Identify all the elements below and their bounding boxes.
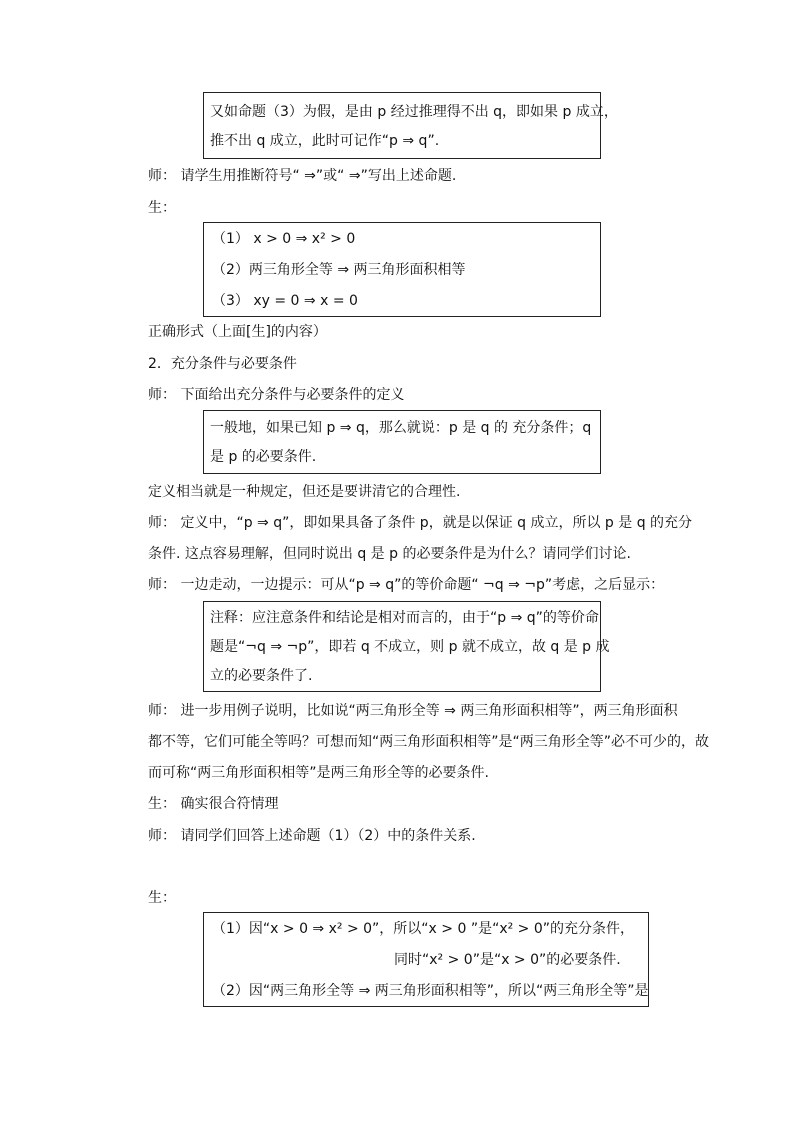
box4-line2: 题是“¬q ⇒ ¬p”，即若 q 不成立，则 p 就不成立，故 q 是 p 成 — [210, 639, 610, 655]
teacher-line-3a: 师： 定义中，“p ⇒ q”，即如果具备了条件 p，就是以保证 q 成立，所以 p 是 q 的充分 — [148, 515, 693, 531]
box5-line2: 同时“x² > 0”是“x > 0”的必要条件. — [394, 952, 621, 968]
teacher-line-4: 师： 一边走动，一边提示：可从“p ⇒ q”的等价命题“ ¬q ⇒ ¬p”考虑，之后显示： — [148, 577, 665, 593]
answer-box-conditions — [203, 912, 649, 1007]
student-line-2: 生： 确实很合符情理 — [148, 796, 279, 812]
box5-line3: （2）因“两三角形全等 ⇒ 两三角形面积相等”，所以“两三角形全等”是 — [212, 983, 649, 999]
teacher-line-6: 师： 请同学们回答上述命题（1）（2）中的条件关系. — [148, 828, 476, 844]
box2-line1: （1） x > 0 ⇒ x² > 0 — [212, 231, 356, 247]
teacher-line-1: 师： 请学生用推断符号“ ⇒”或“ ⇒”写出上述命题. — [148, 168, 457, 184]
paragraph-definition: 定义相当就是一种规定，但还是要讲清它的合理性. — [148, 484, 461, 500]
teacher-line-5b: 都不等，它们可能全等吗？可想而知“两三角形面积相等”是“两三角形全等”必不可少的，故 — [148, 734, 710, 750]
box2-line2: （2）两三角形全等 ⇒ 两三角形面积相等 — [212, 262, 466, 278]
answer-box-student — [203, 222, 601, 317]
note-box-proposition-3 — [203, 92, 618, 159]
annotation-box — [203, 601, 610, 692]
correct-form-line: 正确形式（上面[生]的内容） — [148, 324, 327, 340]
teacher-line-2: 师： 下面给出充分条件与必要条件的定义 — [148, 387, 405, 403]
teacher-line-3b: 条件. 这点容易理解，但同时说出 q 是 p 的必要条件是为什么？请同学们讨论. — [148, 546, 631, 562]
box3-line1: 一般地，如果已知 p ⇒ q，那么就说：p 是 q 的 充分条件；q — [210, 420, 592, 436]
definition-box — [203, 410, 601, 474]
teacher-line-5c: 而可称“两三角形面积相等”是两三角形全等的必要条件. — [148, 765, 489, 781]
teacher-line-5a: 师： 进一步用例子说明，比如说“两三角形全等 ⇒ 两三角形面积相等”，两三角形面积 — [148, 703, 678, 719]
box1-line1: 又如命题（3）为假，是由 p 经过推理得不出 q，即如果 p 成立， — [210, 104, 618, 120]
student-label-1: 生： — [148, 200, 176, 216]
box5-line1: （1）因“x > 0 ⇒ x² > 0”，所以“x > 0 ”是“x² > 0”的充分条件， — [212, 921, 635, 937]
section-heading-2: 2．充分条件与必要条件 — [148, 356, 297, 372]
box4-line3: 立的必要条件了. — [210, 668, 313, 684]
box4-line1: 注释：应注意条件和结论是相对而言的，由于“p ⇒ q”的等价命 — [210, 610, 599, 626]
student-label-3: 生： — [148, 890, 176, 906]
box2-line3: （3） xy = 0 ⇒ x = 0 — [212, 293, 358, 309]
box3-line2: 是 p 的必要条件. — [210, 449, 317, 465]
box1-line2: 推不出 q 成立，此时可记作“p ⇒ q”. — [210, 133, 440, 149]
